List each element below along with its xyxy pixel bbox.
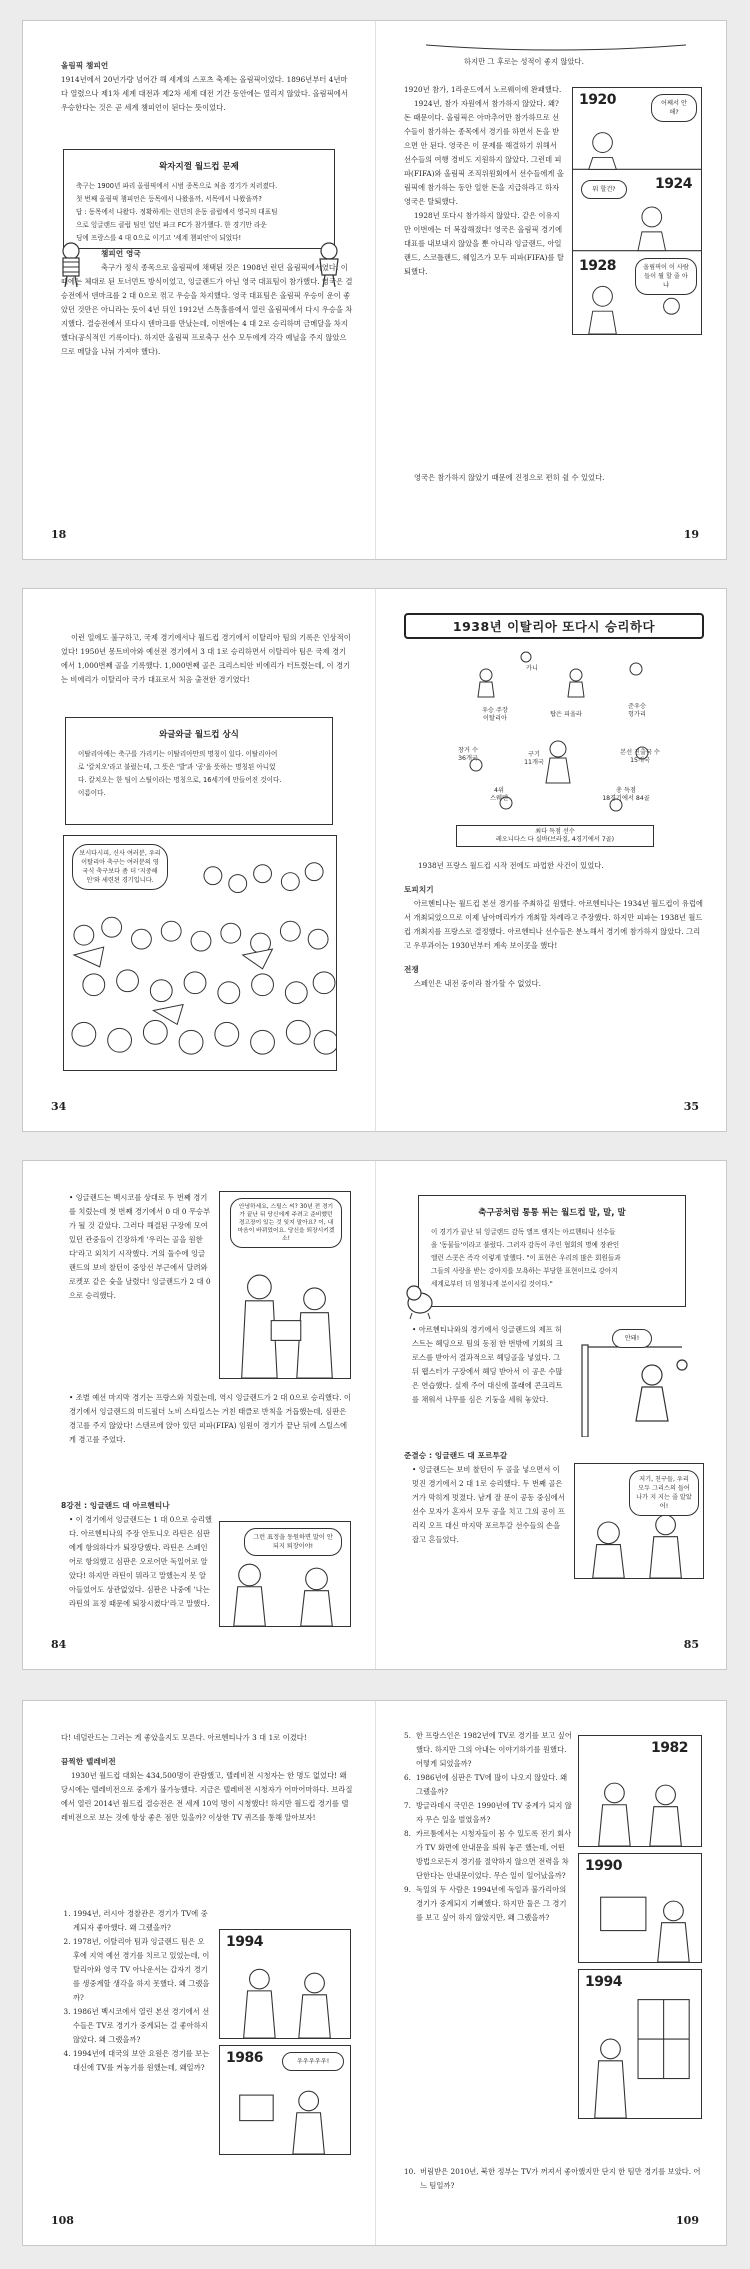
quiz-question [404, 2165, 704, 2193]
quote-box [418, 1195, 686, 1307]
page-number: 34 [51, 1100, 67, 1113]
stat-label: 탑은 피올라 [550, 711, 582, 718]
question-text: 독일의 두 사람은 1994년에 독일과 불가리아의 경기가 중계되지 기뻐했다. 하지만 둘은 그 경기를 보고 싶어 하지 않았지만, 왜 그랬을까? [416, 1885, 567, 1922]
quiz-question: 1. 1994년, 러시아 경찰관은 경기가 TV에 중계되자 좋아했다. 왜 그랬을까? [73, 1907, 211, 1935]
stat-label: 총 득점 18경기에서 84골 [602, 787, 650, 802]
section-heading: 전쟁 [404, 965, 419, 974]
page-34 [23, 589, 375, 1131]
speech-bubble: 저기, 친구들, 우리 모두 그리스의 들어 나가 지 지는 줄 알았어! [629, 1470, 699, 1516]
trivia-box [63, 149, 335, 249]
tv-cartoon-1982 [578, 1735, 702, 1847]
year-label: 1990 [585, 1858, 622, 1874]
year-label: 1928 [579, 258, 616, 274]
box-line: 딩에 프랑스를 4 대 0으로 이기고 '세계 챔피언'이 되었다! [76, 234, 242, 242]
list-item: • 잉글랜드는 벡시코를 상대로 두 번째 경기를 치렀는데 첫 번째 경기에서 0 대 0 무승부가 될 것 같았다. 그러다 해결된 구장에 모여 있던 관중들이 긴장하게 '우리는 골을 원한다'라고 외치기 시작했다. 거의 둘수에 잉글랜드의 보비 찰턴이 중앙선 부근에서 달려와 로켓포 같은 슛을 날렸다! 잉글랜드가 2 대 0으로 승리했다. [69, 1191, 211, 1303]
question-text: 버림받은 2010년, 북한 정부는 TV가 꺼져서 좋아했지만 단지 한 팀만 경기를 보았다. 어느 팀일까? [420, 2167, 701, 2190]
question-number: 9. [404, 1885, 412, 1894]
speech-bubble: 보시다시피, 신사 여러분, 우리 이탈리아 축구는 여러분의 영국식 축구보다 좀 더 '지중해인'와 세련된 경기입니다. [72, 844, 168, 890]
banner-title: 1938년 이탈리아 또다시 승리하다 [452, 619, 656, 634]
year-banner [404, 613, 704, 639]
tv-cartoon-1990 [578, 1853, 702, 1963]
question-number: 7. [404, 1801, 412, 1810]
box-line: 이탈리아에는 축구를 가리키는 이탈리아만의 명칭이 있다. 이탈리아어 [78, 750, 278, 758]
question-text: 1986년에 심판은 TV에 많이 나오지 않았다. 왜 그랬을까? [416, 1773, 568, 1796]
section-heading: 올림픽 챔피언 [61, 61, 109, 70]
page-number: 108 [51, 2214, 74, 2227]
page-108 [23, 1701, 375, 2245]
caption-heading: 챔피언 영국 [101, 249, 141, 258]
list-item: • 조별 예선 마지막 경기는 프랑스와 치렀는데, 역시 잉글랜드가 2 대 0으로 승리했다. 이 경기에서 잉글랜드의 미드필더 노비 스타일스는 거친 태클로 반칙을 거듭했는데, 심판은 경고를 주지 않았다! 스텐르에 앉아 있던 피파(FIFA) 임원이 경기가 끝난 뒤에 스틸스에게 경고를 주었다. [69, 1391, 353, 1447]
box-line: 앨런 스콧은 즉각 이렇게 말했다. "이 표현은 우리의 많은 회원들과 [431, 1254, 621, 1262]
tv-cartoon-1986 [219, 2045, 351, 2155]
box-title: 와글와글 월드컵 상식 [159, 730, 239, 740]
spread-1 [22, 20, 727, 560]
box-line: 으로 잉글랜드 클럽 팀인 업턴 파크 FC가 참가했다. 한 경기만 라운 [76, 221, 267, 229]
question-text: 한 프랑스인은 1982년에 TV로 경기를 보고 싶어 했다. 하지만 그의 아내는 이야기하기를 원했다. 어떻게 되었을까? [416, 1731, 572, 1768]
trivia-box [65, 717, 333, 825]
list-item: • 잉글랜드는 보비 찰턴이 두 골을 넣으면서 이 멋진 경기에서 2 대 1로 승리했다. 두 번째 골은 거가 막히게 멋졌다. 남게 잘 문이 공동 중심에서 선수 모자가 혼자서 모두 공을 치고 그의 공이 프리킥 오프 대신 마지막 포르투갈 선수들의 손을 잡고 흔들었다. [412, 1463, 568, 1547]
stat-label: 우승 주장 이탈리아 [482, 707, 508, 722]
box-title: 축구공처럼 통통 튀는 월드컵 말, 말, 말 [478, 1208, 626, 1218]
speech-bubble: 그런 표정을 동원하면 말이 안 되지 퇴장이야! [244, 1528, 342, 1556]
body-paragraph: 1920년 참가, 1라운드에서 노르웨이에 완패했다. [404, 85, 562, 94]
body-paragraph: 축구가 정식 종목으로 올림픽에 채택된 것은 1908년 런던 올림픽에서였다. 이때에는 체대로 된 토너먼트 방식이었고, 잉글랜드가 아닌 영국 대표팀이 참가했다. 영국은 결승전에서 덴마크를 2 대 0으로 꺾고 우승을 차지했다. 영국 대표팀은 올림픽 우승이 운이 좋았던 것만은 아니라는 듯이 4년 뒤인 1912년 스톡홀름에서 열린 올림픽에서 다시 우승을 차지했다. 결승전에서 또다시 덴마크를 만났는데, 이번에는 4 대 2로 승리하며 금메달을 차지했다(공식적인 기록이다). 하지만 올림픽 프로축구 선수 모두에게 각각 예닐을 주지 않았으므로 메달을 나눠 가져야 했다). [61, 263, 353, 356]
crowd-cartoon [63, 835, 337, 1071]
body-paragraph: 이런 일에도 불구하고, 국제 경기에서나 월드컵 경기에서 이탈리아 팀의 기록은 인상적이었다! 1950년 몽트비아와 예선전 경기에서 3 대 1로 승리하면서 이탈리아 팀은 국제 경기에서 1,000번째 골을 기록했다. 1,000번째 골은 크리스티안 비에리가 터트렸는데, 이 경기는 비에리가 이탈리아 국가 대표로서 처음 출전한 경기였다! [61, 633, 351, 684]
body-paragraph: 영국은 참가하지 않았기 때문에 진정으로 편히 쉴 수 있었다. [414, 473, 605, 482]
speech-bubble: 우우우우우! [282, 2052, 344, 2071]
speech-bubble: 안돼! [612, 1329, 652, 1348]
tv-cartoon-1994 [219, 1929, 351, 2039]
goalpost-cartoon [572, 1325, 704, 1437]
question-number: 5. [404, 1731, 412, 1740]
spread-3 [22, 1160, 727, 1670]
quiz-question [404, 1883, 572, 1925]
stat-label: 준우승 헝가리 [628, 703, 646, 718]
page-number: 35 [683, 1100, 699, 1113]
year-label: 1994 [585, 1974, 622, 1990]
year-label: 1986 [226, 2050, 263, 2066]
quiz-question [404, 1771, 572, 1799]
page-number: 85 [683, 1638, 699, 1651]
question-number: 6. [404, 1773, 412, 1782]
speech-bubble: 뭐 할건? [581, 180, 627, 199]
body-paragraph: 1928년 또다시 참가하지 않았다. 같은 이유지만 이번에는 더 복잡해졌다! 영국은 올림픽 경기에 대표를 내보내지 않았을 뿐 아니라 잉글랜드, 아일랜드, 스코틀랜드, 웨일즈가 모두 피파(FIFA)를 탈퇴했다. [404, 211, 565, 276]
box-line: 그들의 사랑을 받는 강아지를 모욕하는 부당한 표현이므로 강아지 [431, 1267, 618, 1275]
stat-label: 구기 11개국 [524, 751, 544, 766]
body-paragraph: 1930년 월드컵 대회는 434,500명이 관람했고, 텔레비전 시청자는 한 명도 없었다! 왜 당시에는 텔레비전으로 중계가 불가능했다. 지금은 텔레비전 시청자가 어마어마하다. 브라질에서 열린 2014년 월드컵 결승전은 전 세계 10억 명이 시청했다! 하지만 월드컵 경기를 텔레비전으로 보는 것에 항상 좋은 점만 있을까? 이상한 TV 퀴즈를 통해 알아보자! [61, 1771, 353, 1822]
stat-label: 최다 득점 선수 레오니다스 다 실바(브라질, 4경기에서 7골) [456, 825, 654, 847]
box-title: 왁자지껄 월드컵 문제 [159, 162, 239, 172]
page-109 [375, 1701, 727, 2245]
spread-2 [22, 588, 727, 1132]
box-line: 답 : 동목에서 나왔다. 정확하게는 런던의 운동 클럽에서 영국의 대표팀 [76, 208, 278, 216]
section-heading: 준결승 : 잉글랜드 대 포르투갈 [404, 1451, 508, 1460]
page-number: 84 [51, 1638, 67, 1651]
speech-bubble: 어째서 안 해? [651, 94, 697, 122]
quiz-question: 2. 1978년, 이탈리아 팀과 잉글랜드 팀은 오후에 지역 예선 경기를 치르고 있었는데, 이탈리아와 영국 TV 아나운서는 갑자기 경기를 생중계할 생각을 하지 못했다. 왜 그랬을까? [73, 1935, 211, 2005]
question-text: 카르툼에서는 시청자들이 몸 수 있도록 전기 회사가 TV 화면에 안내문을 띄워 놓곤 했는데, 어떤 방법으로든지 경기를 절약하지 않으면 전력을 차단한다는 안내문이었다. 무슨 일이 일어났을까? [416, 1829, 572, 1880]
stat-label: 본선 진출국 수 15개국 [620, 749, 660, 764]
quiz-question [404, 1799, 572, 1827]
body-paragraph: 1924년, 참가 자원에서 참가하지 않았다. 왜? 돈 때문이다. 올림픽은 아마추어만 참가하므로 선수들이 참가하는 종목에서 경기를 하면서 돈을 받으면 안 된다. 영국은 이 문제를 해결하기 위해서 선수들의 여행 경비도 지원하지 않았다. 그런데 피파(FIFA)와 올림픽 조직위원회에서 선수들에게 올림픽에 참가하는 동안 일한 돈을 지급하라고 하자 영국은 탈퇴했다. [404, 99, 564, 206]
box-line: 세계로부터 더 엄청나게 분이시킬 것이다." [431, 1280, 553, 1288]
box-text [66, 748, 332, 800]
team-illustration [416, 43, 696, 59]
quiz-question [404, 1729, 572, 1771]
stats-diagram [416, 645, 692, 851]
question-number: 10. [404, 2167, 416, 2176]
page-number: 18 [51, 528, 67, 541]
cartoon-strip [572, 87, 702, 335]
box-line: 다. 칼치오는 한 팀이 스틸이라는 명칭으로, 16세기에 만들어진 것이다. [78, 776, 282, 784]
caption: 1938년 프랑스 월드컵 시작 전에도 파업한 사건이 있었다. [418, 861, 604, 870]
body-paragraph: 다! 네덜란드는 그러는 게 좋았을지도 모른다. 아르헨티나가 3 대 1로 이겼다! [61, 1733, 307, 1742]
section-heading: 끔찍한 텔레비전 [61, 1757, 116, 1766]
page-35 [375, 589, 727, 1131]
year-label: 1994 [226, 1934, 263, 1950]
dog-illustration [400, 1281, 440, 1321]
body-paragraph: 1914년에서 20년가량 넘어간 해 세계의 스포츠 축제는 올림픽이었다. 1896년부터 4년마다 열렸으나 제1차 세계 대전과 제2차 세계 대전 기간 동안에는 열리지 않았다. 올림픽에서 우승한다는 것은 곧 세계 챔피언이 된다는 뜻이었다. [61, 75, 348, 112]
quiz-question [404, 1827, 572, 1883]
box-text [419, 1226, 685, 1291]
quiz-question: 4. 1994년에 대국의 보안 요원은 경기를 보는 대신에 TV를 켜놓기를 원했는데, 왜일까? [73, 2047, 211, 2075]
spread-4 [22, 1700, 727, 2246]
section-heading: 8강전 : 잉글랜드 대 아르헨티나 [61, 1501, 170, 1510]
quiz-question: 3. 1986년 벡시코에서 열린 본선 경기에서 선수들은 TV로 경기가 중계되는 걸 좋아하지 않았다. 왜 그랬을까? [73, 2005, 211, 2047]
handshake-cartoon [574, 1463, 704, 1579]
stat-label: 카니 [526, 665, 538, 672]
referee-cartoon [219, 1191, 351, 1379]
box-line: 축구는 1900년 파리 올림픽에서 시범 종목으로 처음 경기가 치러졌다. [76, 182, 278, 190]
speech-bubble: 올림픽이 이 사람들이 뭘 할 줄 아냐 [635, 258, 697, 295]
page-18 [23, 21, 375, 559]
page-85 [375, 1161, 727, 1669]
box-line: 로 '칼치오'라고 불렀는데, 그 뜻은 '발'과 '공'을 뜻하는 명칭된 아니었 [78, 763, 276, 771]
argument-cartoon [219, 1521, 351, 1627]
question-number: 8. [404, 1829, 412, 1838]
list-item: • 이 경기에서 잉글랜드는 1 대 0으로 승리했다. 아르헨티나의 주장 안토니오 라틴은 심판에게 항의하다가 퇴장당했다. 라틴은 스페인어로 항의했고 심판은 오로어만 독일어로 알았다! 하지만 라틴이 뭐라고 말했는지 못 알아들었어도 상관없었다. 심판은 나중에 '나는 라틴의 표정 때문에 퇴장시켰다'라고 말했다. [69, 1513, 213, 1611]
section-heading: 토피치기 [404, 885, 434, 894]
year-label: 1982 [651, 1740, 688, 1756]
body-paragraph: 아르헨티나는 월드컵 본선 경기를 주최하길 원했다. 아르헨티나는 1934년 월드컵이 유럽에서 개최되었으므로 이제 남아메리카가 개최할 차례라고 주장했다. 하지만 피파는 1938년 월드컵 개최지를 프랑스로 결정했다. 아르헨티나 선수들은 분노해서 경기에 참가하지 않았다. 그리고 우루과이는 1930년부터 계속 보이콧을 했다! [404, 899, 704, 950]
year-label: 1920 [579, 92, 616, 108]
stat-label: 4위 스웨덴 [490, 787, 508, 802]
box-line: 을 '동물들'이라고 불렀다. 그러자 감독이 주인 협회의 명예 장관인 [431, 1241, 620, 1249]
speech-bubble: 안녕하세요, 스틸스 씨? 30년 전 경기가 끝난 뒤 당신에게 주려고 준비했던 경고장이 있는 것 잊지 말아요? 이, 내 마음이 바뀌었어요. 당신을 퇴장시키겠소! [230, 1198, 342, 1248]
page-19 [375, 21, 727, 559]
body-paragraph: 스페인은 내전 중이라 참가할 수 없었다. [414, 979, 541, 988]
page-number: 19 [683, 528, 699, 541]
box-line: 이 경기가 끝난 뒤 잉글랜드 감독 앨프 램지는 아르헨티나 선수들 [431, 1228, 616, 1236]
body-line: 하지만 그 후로는 성적이 좋지 않았다. [464, 57, 584, 66]
list-item: • 아르헨티나와의 경기에서 잉글랜드의 제프 허스트는 헤딩으로 팀의 동점 한 번밖에 기회의 크로스를 받아서 결과적으로 헤딩골을 넣었다. 그 뒤 웹스터가 구장에서 헤딩 받아서 이 공은 수많은 연습했다. 실제 주어 대신에 몰래에 콘크리트를 채워서 나무를 심은 기둥을 세워 놓았다. [412, 1323, 564, 1407]
year-label: 1924 [655, 176, 692, 192]
tv-cartoon-1994 [578, 1969, 702, 2119]
box-line: 이름이다. [78, 789, 106, 797]
box-line: 첫 번째 올림픽 챔피언은 등목에서 나왔을까, 서목에서 나왔을까? [76, 195, 262, 203]
page-number: 109 [676, 2214, 699, 2227]
page-84 [23, 1161, 375, 1669]
stat-label: 창거 수 36개국 [458, 747, 478, 762]
question-text: 방글라데시 국민은 1990년에 TV 중계가 되지 않자 무슨 일을 벌였을까? [416, 1801, 572, 1824]
box-text [64, 180, 334, 245]
